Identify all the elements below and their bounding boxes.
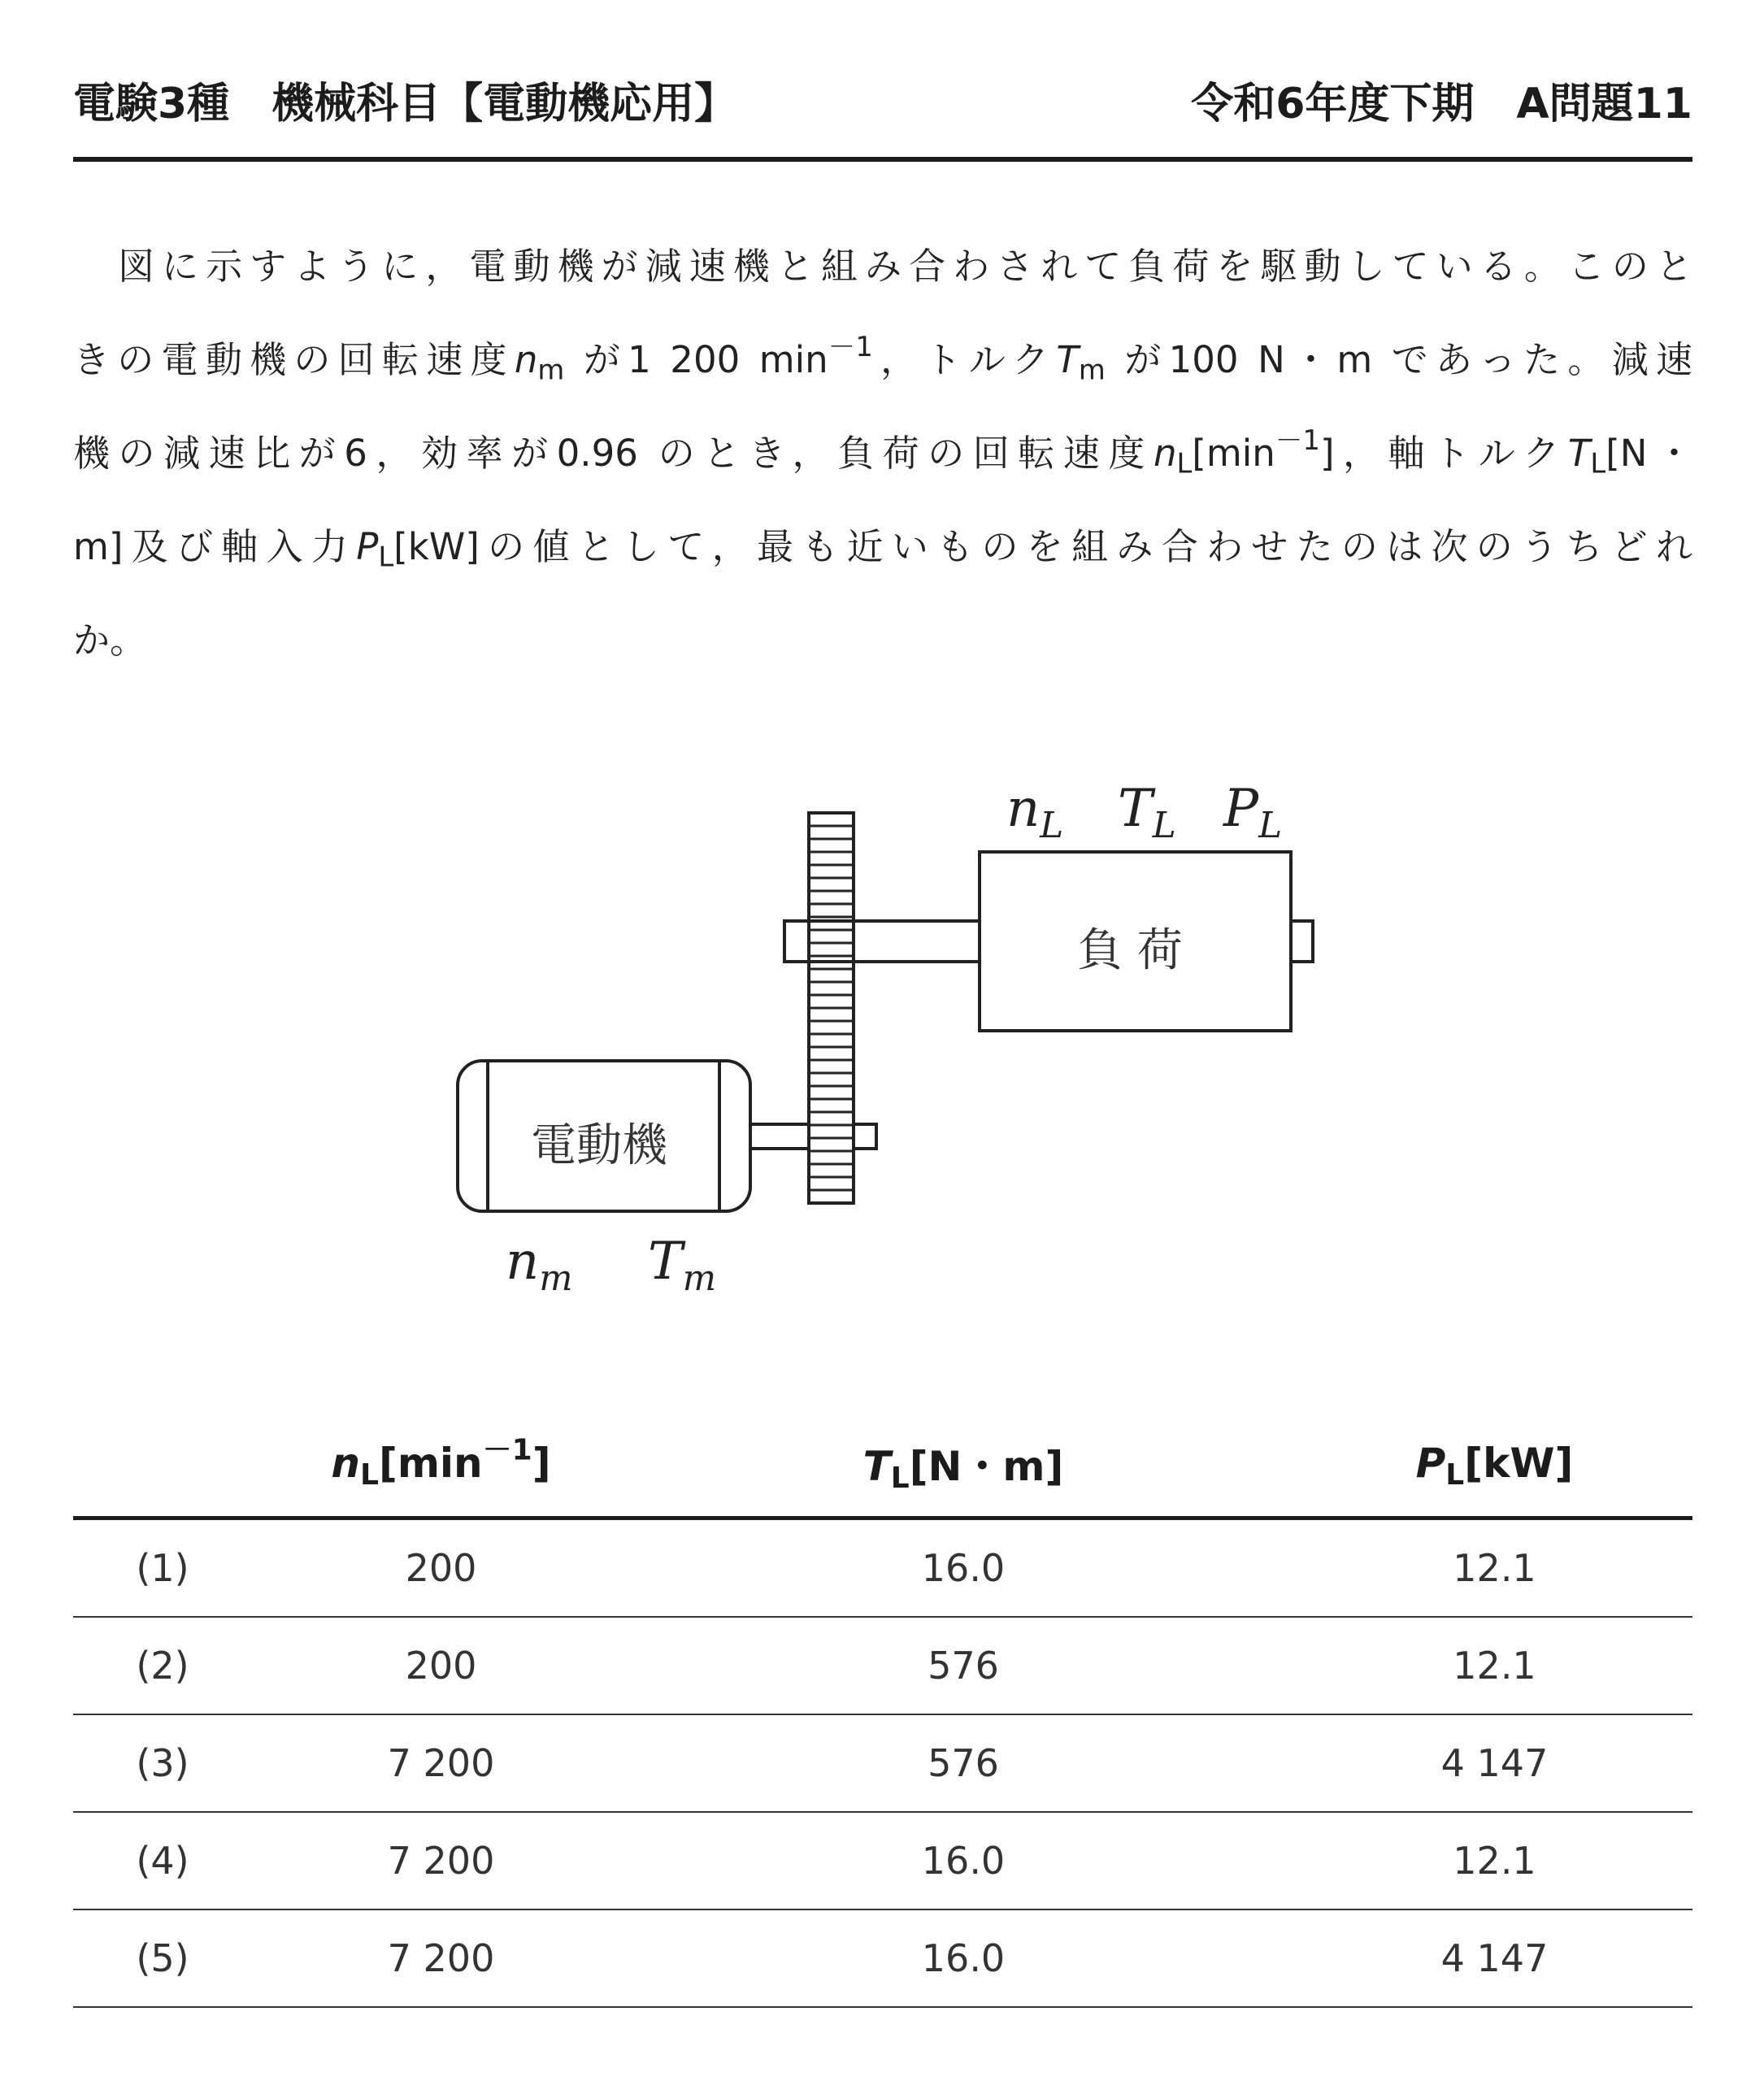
cell-PL: 4 147: [1297, 1909, 1692, 2007]
cell-nL: 7 200: [252, 1909, 630, 2007]
cell-TL: 576: [630, 1617, 1297, 1714]
header-nL: $n_L[\min^{-1}]$: [252, 1410, 630, 1518]
header-PL: $P_L[kW]$: [1297, 1410, 1692, 1518]
load-label: 負 荷: [1077, 924, 1183, 977]
label-PL: $P_L$: [1223, 779, 1282, 846]
problem-line-3: 機の減速比が6，効率が0.96 のとき，負荷の回転速度$n_L[\min^{-1}]$，軸トルク$T_L[N$・: [73, 424, 1692, 480]
label-nm: $n_m$: [506, 1232, 573, 1299]
answer-table: [73, 1410, 1692, 2008]
choice-label: (5): [73, 1909, 252, 2007]
table-row[interactable]: [73, 1617, 1692, 1714]
cell-TL: 16.0: [630, 1518, 1297, 1618]
problem-line-4: m]及び軸入力$P_L[kW]$の値として，最も近いものを組み合わせたのは次のうちどれ: [73, 525, 1692, 573]
label-nL: $n_L$: [1006, 779, 1064, 846]
table-row[interactable]: [73, 1518, 1692, 1618]
cell-PL: 12.1: [1297, 1617, 1692, 1714]
motor-label: 電動機: [531, 1119, 667, 1172]
choice-label: (3): [73, 1714, 252, 1812]
cell-TL: 16.0: [630, 1812, 1297, 1909]
cell-TL: 576: [630, 1714, 1297, 1812]
subject-title: 電験3種 機械科目【電動機応用】: [73, 80, 737, 128]
cell-nL: 200: [252, 1617, 630, 1714]
choice-label: (4): [73, 1812, 252, 1909]
table-header-row: [73, 1410, 1692, 1518]
label-TL: $T_L$: [1118, 779, 1176, 846]
cell-nL: 200: [252, 1518, 630, 1618]
cell-TL: 16.0: [630, 1909, 1297, 2007]
load-stub: [1291, 921, 1313, 962]
cell-PL: 12.1: [1297, 1518, 1692, 1618]
cell-nL: 7 200: [252, 1812, 630, 1909]
table-row[interactable]: [73, 1714, 1692, 1812]
table-row[interactable]: [73, 1909, 1692, 2007]
choice-label: (1): [73, 1518, 252, 1618]
cell-PL: 12.1: [1297, 1812, 1692, 1909]
label-Tm: $T_m$: [648, 1232, 716, 1299]
exam-session: 令和6年度下期 A問題11: [1191, 80, 1692, 128]
header-TL: $T_L[N$・m]: [630, 1410, 1297, 1518]
table-row[interactable]: [73, 1812, 1692, 1909]
choice-label: (2): [73, 1617, 252, 1714]
problem-line-2: きの電動機の回転速度$n_m$ が1 200 $\min^{-1}$，トルク$T_m$ が100 N・m であった。減速: [73, 330, 1692, 386]
gear-icon: [809, 813, 854, 1203]
problem-line-5: か。: [73, 619, 147, 662]
header-blank: [73, 1410, 252, 1518]
problem-line-1: 図に示すように，電動機が減速機と組み合わされて負荷を駆動している。このと: [118, 245, 1692, 288]
cell-PL: 4 147: [1297, 1714, 1692, 1812]
cell-nL: 7 200: [252, 1714, 630, 1812]
